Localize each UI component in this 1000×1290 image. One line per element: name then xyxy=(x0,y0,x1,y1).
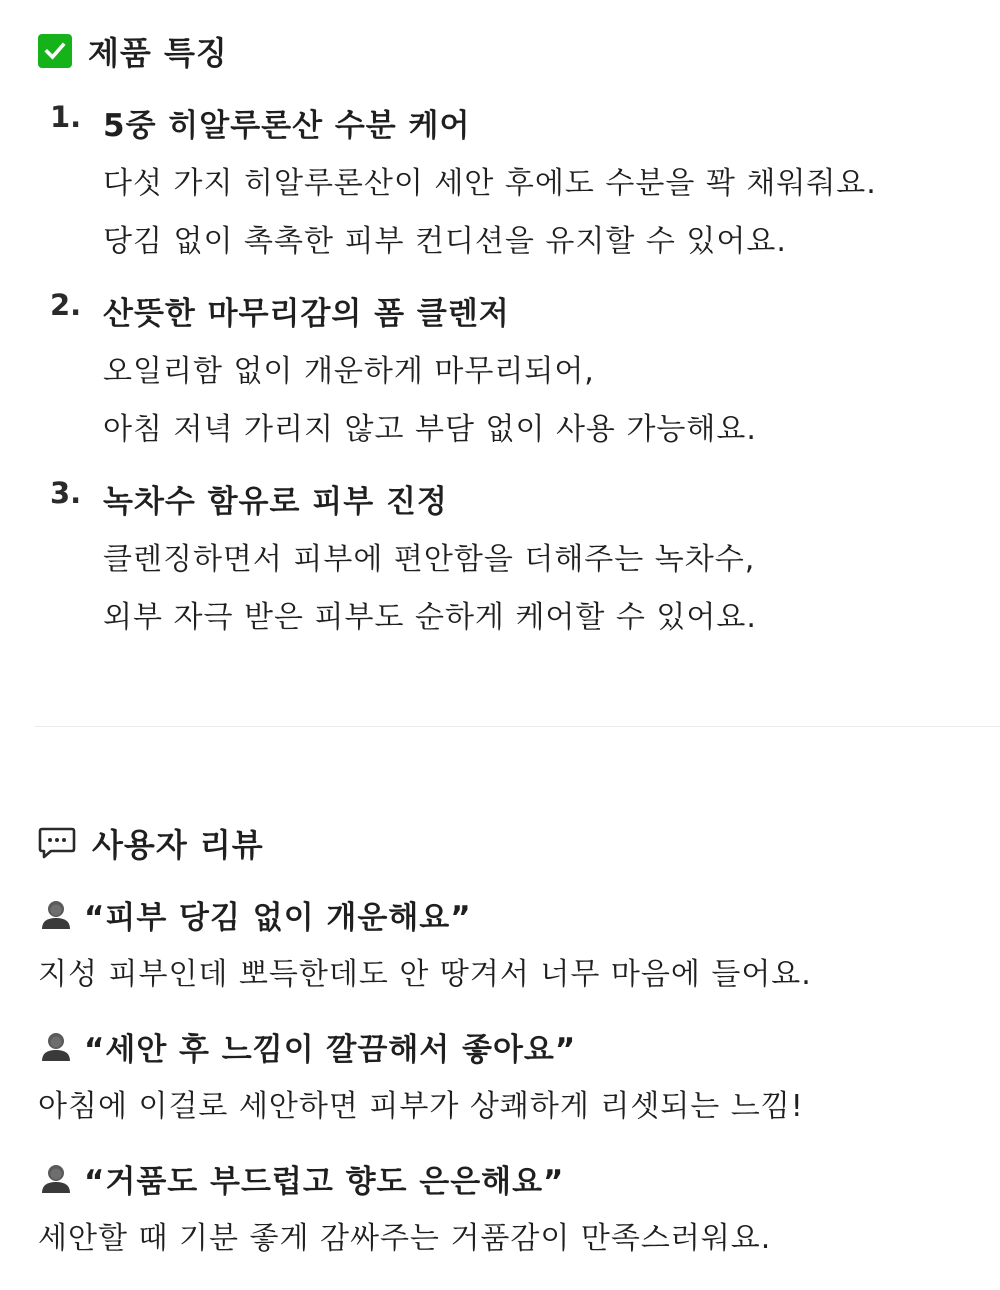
feature-description-line: 다섯 가지 히알루론산이 세안 후에도 수분을 꽉 채워줘요. xyxy=(103,166,877,201)
review-title-text: “세안 후 느낌이 깔끔해서 좋아요” xyxy=(84,1031,577,1068)
reviews-heading xyxy=(38,820,264,866)
feature-description-line: 당김 없이 촉촉한 피부 컨디션을 유지할 수 있어요. xyxy=(103,224,787,259)
feature-number: 2. xyxy=(50,288,82,322)
speech-bubble-icon xyxy=(38,826,76,860)
review-item xyxy=(38,1025,988,1125)
check-box-icon xyxy=(38,34,72,68)
feature-number: 3. xyxy=(50,476,82,510)
feature-item xyxy=(0,100,1000,288)
review-title-text: “거품도 부드럽고 향도 은은해요” xyxy=(84,1163,565,1200)
feature-list xyxy=(0,100,1000,664)
feature-title: 5중 히알루론산 수분 케어 xyxy=(103,108,471,144)
feature-description-line: 외부 자극 받은 피부도 순하게 케어할 수 있어요. xyxy=(103,600,757,635)
feature-item xyxy=(0,476,1000,664)
feature-description-line: 오일리함 없이 개운하게 마무리되어, xyxy=(103,354,595,389)
review-title xyxy=(38,1157,988,1199)
review-title xyxy=(38,1025,988,1067)
review-title xyxy=(38,893,988,935)
features-heading-label: 제품 특징 xyxy=(88,34,228,72)
feature-description-line: 아침 저녁 가리지 않고 부담 없이 사용 가능해요. xyxy=(103,412,757,447)
reviews-heading-label: 사용자 리뷰 xyxy=(92,826,264,864)
feature-item xyxy=(0,288,1000,476)
person-icon xyxy=(38,1160,74,1196)
review-body: 지성 피부인데 뽀득한데도 안 땅겨서 너무 마음에 들어요. xyxy=(38,957,812,992)
person-icon xyxy=(38,896,74,932)
features-heading xyxy=(38,28,228,74)
feature-number: 1. xyxy=(50,100,82,134)
person-icon xyxy=(38,1028,74,1064)
review-body: 아침에 이걸로 세안하면 피부가 상쾌하게 리셋되는 느낌! xyxy=(38,1089,804,1124)
feature-description-line: 클렌징하면서 피부에 편안함을 더해주는 녹차수, xyxy=(103,542,756,577)
feature-title: 녹차수 함유로 피부 진정 xyxy=(103,484,448,520)
feature-title: 산뜻한 마무리감의 폼 클렌저 xyxy=(103,296,510,332)
review-body: 세안할 때 기분 좋게 감싸주는 거품감이 만족스러워요. xyxy=(38,1221,772,1256)
review-title-text: “피부 당김 없이 개운해요” xyxy=(84,899,472,936)
review-item xyxy=(38,1157,988,1257)
review-item xyxy=(38,893,988,993)
section-divider xyxy=(35,726,1000,727)
